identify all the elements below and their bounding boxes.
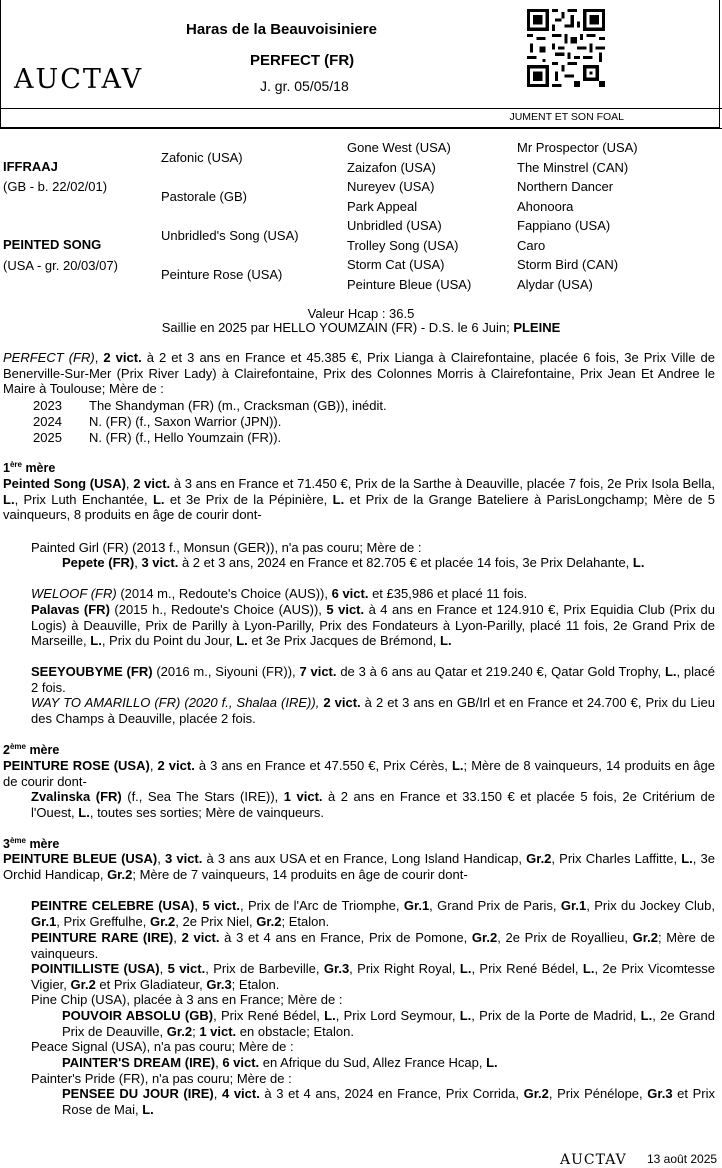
zvalinska-record: Zvalinska (FR) (f., Sea The Stars (IRE)), 1 vict. à 2 ans en France et 33.150 € et placée 5 fois, 2e Critérium de l'Ouest, L., toutes ses sorties; Mère de vainqueurs. (31, 789, 716, 820)
mare-wins: 2 vict. (103, 350, 142, 365)
mare-name: PERFECT (FR) (3, 350, 95, 365)
peinture-rare-record: PEINTURE RARE (IRE), 2 vict. à 3 et 4 ans en France, Prix de Pomone, Gr.2, 2e Prix de Royallieu, Gr.2; Mère de vainqueurs. (31, 930, 715, 961)
covering-text: Saillie en 2025 par HELLO YOUMZAIN (FR) - D.S. le 6 Juin; (161, 320, 514, 335)
peace-signal-line: Peace Signal (USA), n'a pas couru; Mère de : (31, 1039, 294, 1054)
dam-name: PEINTED SONG (3, 237, 102, 252)
second-dam-record: PEINTURE ROSE (USA), 2 vict. à 3 ans en France et 47.550 €, Prix Cérès, L.; Mère de 8 vainqueurs, 14 produits en âge de courir dont- (3, 758, 715, 789)
horse-info: J. gr. 05/05/18 (260, 78, 349, 94)
pedigree-gen4: Alydar (USA) (517, 277, 593, 292)
sire-name: IFFRAAJ (3, 159, 58, 174)
sire-info: (GB - b. 22/02/01) (3, 179, 108, 194)
pedigree-gen4: Caro (517, 238, 546, 253)
produce-text: N. (FR) (f., Hello Youmzain (FR)). (89, 430, 282, 445)
pedigree-gen3: Unbridled (USA) (347, 218, 442, 233)
footer-date: 13 août 2025 (647, 1152, 718, 1166)
produce-year: 2024 (33, 414, 62, 429)
pedigree-gen4: Mr Prospector (USA) (517, 140, 638, 155)
section-first-dam: 1ère mère (3, 460, 56, 476)
header-divider (0, 108, 722, 109)
weloof-record: WELOOF (FR) (2014 m., Redoute's Choice (AUS)), 6 vict. et £35,986 et placé 11 fois. (31, 586, 528, 601)
mare-record: PERFECT (FR), 2 vict. à 2 et 3 ans en France et 45.385 €, Prix Lianga à Clairefontaine, placée 6 fois, 3e Prix Ville de Benerville-Sur-Mer (Prix River Lady) à Clairefontaine, Prix des Colonnes Morris à Clairefontaine, Prix Jean Et Andree le Maire à Toulouse; Mère de : (3, 350, 715, 396)
produce-text: The Shandyman (FR) (m., Cracksman (GB)), inédit. (89, 398, 387, 413)
painted-girl-line: Painted Girl (FR) (2013 f., Monsun (GER)), n'a pas couru; Mère de : (31, 540, 422, 555)
pine-chip-line: Pine Chip (USA), placée à 3 ans en France; Mère de : (31, 992, 343, 1007)
pedigree-gen3: Zaizafon (USA) (347, 160, 436, 175)
pedigree-gen3: Storm Cat (USA) (347, 257, 445, 272)
pedigree-gen3: Gone West (USA) (347, 140, 451, 155)
pouvoir-absolu-record: POUVOIR ABSOLU (GB), Prix René Bédel, L., Prix Lord Seymour, L., Prix de la Porte de Madrid, L., 2e Grand Prix de Deauville, Gr.2; 1 vict. en obstacle; Etalon. (62, 1008, 715, 1039)
produce-text: N. (FR) (f., Saxon Warrior (JPN)). (89, 414, 282, 429)
lot-type-label: JUMENT ET SON FOAL (509, 111, 624, 123)
pepete-record: Pepete (FR), 3 vict. à 2 et 3 ans, 2024 en France et 82.705 € et placée 14 fois, 3e Prix Delahante, L. (62, 555, 645, 570)
pedigree-gen2: Peinture Rose (USA) (161, 267, 283, 282)
pedigree-gen4: Northern Dancer (517, 179, 614, 194)
pedigree-gen2: Zafonic (USA) (161, 150, 243, 165)
produce-year: 2023 (33, 398, 62, 413)
horse-name: PERFECT (FR) (250, 52, 355, 69)
auctav-logo: AUCTAV (14, 64, 144, 95)
dam-info: (USA - gr. 20/03/07) (3, 258, 118, 273)
produce-year: 2025 (33, 430, 62, 445)
pedigree-gen3: Trolley Song (USA) (347, 238, 459, 253)
section-second-dam: 2ème mère (3, 742, 60, 758)
pedigree-gen3: Peinture Bleue (USA) (347, 277, 472, 292)
painters-pride-line: Painter's Pride (FR), n'a pas couru; Mère de : (31, 1071, 292, 1086)
pedigree-gen4: Ahonoora (517, 199, 574, 214)
seeyoubyme-record: SEEYOUBYME (FR) (2016 m., Siyouni (FR)), 7 vict. de 3 à 6 ans au Qatar et 219.240 €, Qatar Gold Trophy, L., placé 2 fois. (31, 664, 715, 695)
covering-info (0, 320, 722, 335)
painters-dream-record: PAINTER'S DREAM (IRE), 6 vict. en Afrique du Sud, Allez France Hcap, L. (62, 1055, 498, 1070)
way-to-amarillo-record: WAY TO AMARILLO (FR) (2020 f., Shalaa (IRE)), 2 vict. à 2 et 3 ans en GB/Irl et en France et 24.700 €, Prix du Lieu des Champs à Deauville, placée 2 fois. (31, 695, 715, 726)
covering-status: PLEINE (513, 320, 561, 335)
pedigree-gen4: The Minstrel (CAN) (517, 160, 629, 175)
pedigree-gen2: Unbridled's Song (USA) (161, 228, 299, 243)
third-dam-record: PEINTURE BLEUE (USA), 3 vict. à 3 ans aux USA et en France, Long Island Handicap, Gr.2, Prix Charles Laffitte, L., 3e Orchid Handicap, Gr.2; Mère de 7 vainqueurs, 14 produits en âge de courir dont- (3, 851, 716, 882)
palavas-record: Palavas (FR) (2015 h., Redoute's Choice (AUS)), 5 vict. à 4 ans en France et 124.910 €, Prix Equidia Club (Prix du Logis) à Deauville, Prix de Parilly à Lyon-Parilly, Prix des Fondateurs à Lyon-Parilly, placé 11 fois, 2e Grand Prix de Marseille, L., Prix du Point du Jour, L. et 3e Prix Jacques de Brémond, L. (31, 602, 715, 648)
pedigree-gen4: Storm Bird (CAN) (517, 257, 619, 272)
header-bottom-border (0, 128, 722, 129)
handicap-rating: Valeur Hcap : 36.5 (307, 306, 415, 321)
stud-name: Haras de la Beauvoisiniere (186, 21, 377, 38)
first-dam-record: Peinted Song (USA), 2 vict. à 3 ans en France et 71.450 €, Prix de la Sarthe à Deauville, placée 7 fois, 2e Prix Isola Bella, L., Prix Luth Enchantée, L. et 3e Prix de la Pépinière, L. et Prix de la Grange Bateliere à ParisLongchamp; Mère de 5 vainqueurs, 8 produits en âge de courir dont- (3, 476, 715, 522)
pedigree-gen3: Park Appeal (347, 199, 418, 214)
pedigree-gen4: Fappiano (USA) (517, 218, 611, 233)
section-third-dam: 3ème mère (3, 836, 60, 852)
pensee-du-jour-record: PENSEE DU JOUR (IRE), 4 vict. à 3 et 4 ans, 2024 en France, Prix Corrida, Gr.2, Prix Pénélope, Gr.3 et Prix Rose de Mai, L. (62, 1086, 715, 1117)
pedigree-gen2: Pastorale (GB) (161, 189, 247, 204)
peintre-celebre-record: PEINTRE CELEBRE (USA), 5 vict., Prix de l'Arc de Triomphe, Gr.1, Grand Prix de Paris, Gr.1, Prix du Jockey Club, Gr.1, Prix Greffulhe, Gr.2, 2e Prix Niel, Gr.2; Etalon. (31, 898, 716, 929)
pedigree-gen3: Nureyev (USA) (347, 179, 435, 194)
footer-logo: AUCTAV (560, 1152, 627, 1168)
qr-code-icon (527, 9, 605, 87)
pointilliste-record: POINTILLISTE (USA), 5 vict., Prix de Barbeville, Gr.3, Prix Right Royal, L., Prix René Bédel, L., 2e Prix Vicomtesse Vigier, Gr.2 et Prix Gladiateur, Gr.3; Etalon. (31, 961, 715, 992)
mare-text: à 2 et 3 ans en France et 45.385 €, Prix Lianga à Clairefontaine, placée 6 fois, 3e Prix Ville de Benerville-Sur-Mer (Prix River Lady) à Clairefontaine, Prix des Colonnes Morris à Clairefontaine, Prix Jean Et Andree le Maire à Toulouse; Mère de : (3, 350, 715, 396)
